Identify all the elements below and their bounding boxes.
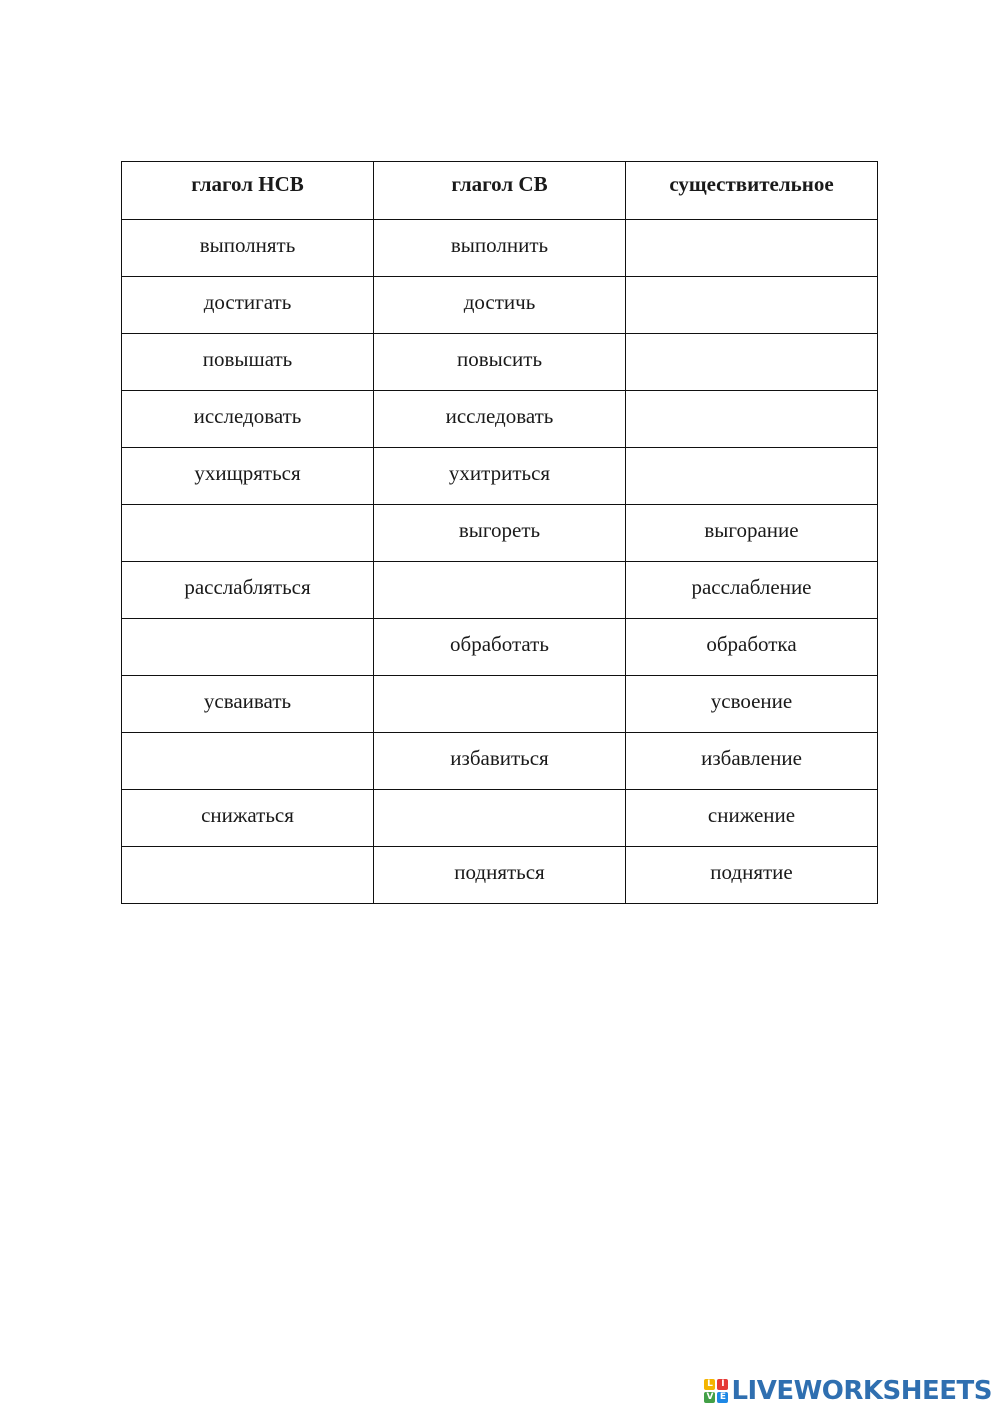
logo-letter: V (704, 1392, 715, 1403)
imperfective-verb-cell (122, 562, 374, 619)
noun-cell (626, 733, 878, 790)
imperfective-verb-cell (122, 334, 374, 391)
cell-text: ухитриться (448, 460, 551, 485)
perfective-verb-cell[interactable] (374, 790, 626, 847)
brand-wordmark: LIVEWORKSHEETS (731, 1376, 992, 1406)
cell-text: достичь (463, 289, 536, 314)
cell-text: снижение (707, 802, 796, 827)
header-row (122, 162, 878, 220)
cell-text: выгореть (458, 517, 541, 542)
table-row (122, 505, 878, 562)
cell-text: ухищряться (194, 460, 301, 485)
perfective-verb-cell (374, 847, 626, 904)
header-perfective-verb: глагол СВ (374, 162, 626, 220)
table-row (122, 619, 878, 676)
header-noun: существительное (626, 162, 878, 220)
imperfective-verb-cell (122, 448, 374, 505)
noun-cell[interactable] (626, 220, 878, 277)
cell-text: исследовать (193, 403, 302, 428)
cell-text: выгорание (704, 517, 799, 542)
imperfective-verb-cell[interactable] (122, 733, 374, 790)
table-row (122, 847, 878, 904)
imperfective-verb-cell (122, 391, 374, 448)
logo-letter: I (717, 1379, 728, 1390)
table-row (122, 562, 878, 619)
perfective-verb-cell[interactable] (374, 676, 626, 733)
cell-text: повысить (456, 346, 543, 371)
table-row (122, 391, 878, 448)
cell-text: подняться (454, 859, 545, 884)
header-imperfective-verb: глагол НСВ (122, 162, 374, 220)
liveworksheets-brand (704, 1375, 992, 1407)
noun-cell (626, 505, 878, 562)
imperfective-verb-cell (122, 277, 374, 334)
cell-text: обработать (450, 631, 549, 656)
noun-cell (626, 790, 878, 847)
cell-text: поднятие (710, 859, 793, 884)
cell-text: выполнять (199, 232, 296, 257)
table-row (122, 220, 878, 277)
noun-cell[interactable] (626, 448, 878, 505)
table-body (122, 220, 878, 904)
table-row (122, 277, 878, 334)
cell-text: расслабляться (184, 574, 311, 599)
cell-text: избавление (701, 745, 802, 770)
noun-cell (626, 562, 878, 619)
perfective-verb-cell[interactable] (374, 562, 626, 619)
table-row (122, 676, 878, 733)
perfective-verb-cell (374, 220, 626, 277)
imperfective-verb-cell (122, 220, 374, 277)
perfective-verb-cell (374, 505, 626, 562)
cell-text: повышать (202, 346, 293, 371)
perfective-verb-cell (374, 448, 626, 505)
table-row (122, 790, 878, 847)
table-row (122, 448, 878, 505)
perfective-verb-cell (374, 733, 626, 790)
imperfective-verb-cell[interactable] (122, 619, 374, 676)
noun-cell (626, 619, 878, 676)
noun-cell (626, 676, 878, 733)
cell-text: снижаться (201, 802, 294, 827)
logo-letter: E (717, 1392, 728, 1403)
logo-letter: L (704, 1379, 715, 1390)
table-row (122, 334, 878, 391)
cell-text: избавиться (450, 745, 549, 770)
cell-text: обработка (706, 631, 797, 656)
cell-text: выполнить (450, 232, 549, 257)
table-row (122, 733, 878, 790)
imperfective-verb-cell[interactable] (122, 505, 374, 562)
noun-cell[interactable] (626, 391, 878, 448)
cell-text: достигать (203, 289, 292, 314)
cell-text: усваивать (203, 688, 292, 713)
perfective-verb-cell (374, 619, 626, 676)
liveworksheets-logo-icon (704, 1379, 728, 1403)
word-formation-table (121, 161, 878, 904)
noun-cell (626, 847, 878, 904)
imperfective-verb-cell (122, 676, 374, 733)
noun-cell[interactable] (626, 277, 878, 334)
cell-text: усвоение (710, 688, 793, 713)
perfective-verb-cell (374, 391, 626, 448)
imperfective-verb-cell (122, 790, 374, 847)
imperfective-verb-cell[interactable] (122, 847, 374, 904)
cell-text: расслабление (691, 574, 812, 599)
noun-cell[interactable] (626, 334, 878, 391)
perfective-verb-cell (374, 334, 626, 391)
perfective-verb-cell (374, 277, 626, 334)
cell-text: исследовать (445, 403, 554, 428)
